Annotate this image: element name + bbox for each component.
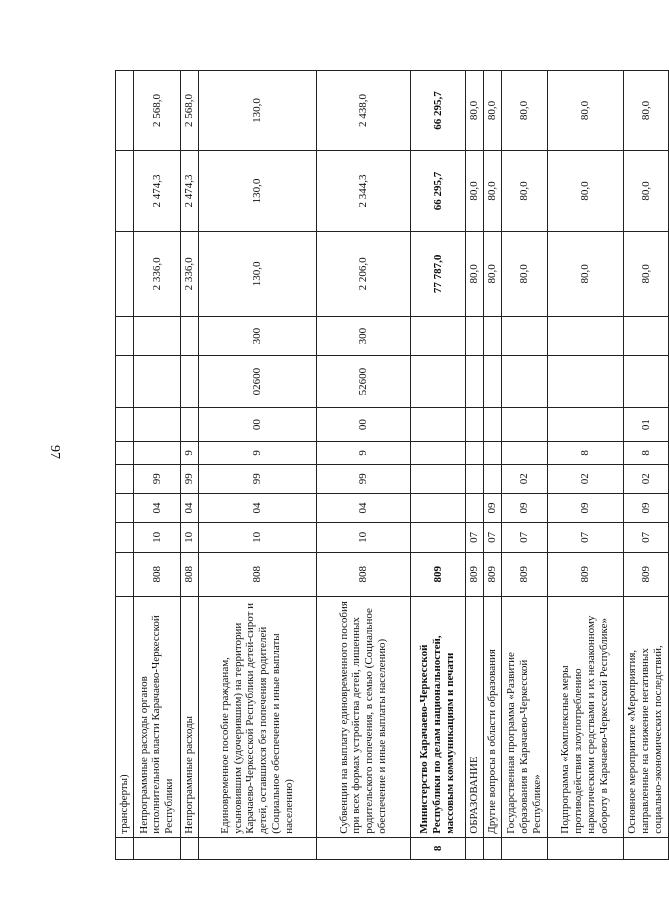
cell-v1: 80,0 [483,231,501,316]
cell-v1: 80,0 [547,231,623,316]
cell-c4: 99 [316,464,410,493]
cell-c1: 808 [180,552,198,597]
row-name-cell: Непрограммные расходы органов исполнительной власти Карачаево-Черкесской Республики [133,597,180,838]
cell-c2 [410,523,465,552]
cell-c8 [623,316,668,355]
cell-v3 [116,71,134,151]
cell-c2: 10 [198,523,316,552]
cell-c6 [133,407,180,441]
cell-c3: 04 [198,493,316,522]
cell-c4: 02 [547,464,623,493]
table-row [623,71,668,860]
cell-c8: 300 [316,316,410,355]
cell-c4: 99 [180,464,198,493]
cell-c8 [483,316,501,355]
table-row [483,71,501,860]
cell-v1: 80,0 [501,231,547,316]
cell-c4: 02 [623,464,668,493]
cell-v2 [116,150,134,231]
cell-c1: 809 [465,552,483,597]
cell-c3: 09 [501,493,547,522]
cell-c4 [483,464,501,493]
cell-c2: 10 [180,523,198,552]
cell-v2: 80,0 [483,150,501,231]
table-row [133,71,180,860]
row-name-cell: Подпрограмма «Комплексные меры противодействия злоупотреблению наркотическими средствами и их незаконному обороту в Карачаево-Черкесской Республике» [547,597,623,838]
row-name-cell: трансферты) [116,597,134,838]
cell-c4: 99 [198,464,316,493]
cell-c7: 52600 [316,356,410,408]
cell-c6: 00 [198,407,316,441]
cell-num [316,837,410,859]
table-row [316,71,410,860]
cell-c3 [116,493,134,522]
cell-c5 [133,442,180,464]
cell-c6 [501,407,547,441]
table-row [180,71,198,860]
cell-v3: 130,0 [198,71,316,151]
cell-c1: 808 [133,552,180,597]
row-name-cell: Субвенции на выплату единовременного пособия при всех формах устройства детей, лишенных родительского попечения, в семью (Социальное обеспечение и иные выплаты населению) [316,597,410,838]
cell-c3: 04 [180,493,198,522]
cell-num [623,837,668,859]
cell-v2: 80,0 [501,150,547,231]
table-body [116,71,669,860]
cell-num [116,837,134,859]
cell-c1: 809 [547,552,623,597]
cell-c2 [116,523,134,552]
cell-c5 [410,442,465,464]
cell-c6: 00 [316,407,410,441]
row-name-cell: Министерство Карачаево-Черкесской Республики по делам национальностей, массовым коммуникациям и печати [410,597,465,838]
cell-v2: 66 295,7 [410,150,465,231]
cell-v2: 80,0 [623,150,668,231]
cell-c1 [116,552,134,597]
cell-v3: 80,0 [547,71,623,151]
cell-c5: 9 [180,442,198,464]
cell-c6 [180,407,198,441]
row-name-cell: ОБРАЗОВАНИЕ [465,597,483,838]
cell-c1: 809 [483,552,501,597]
cell-c8 [501,316,547,355]
table-row [410,71,465,860]
cell-c1: 809 [623,552,668,597]
cell-c3: 04 [133,493,180,522]
budget-table-wrapper [115,70,665,860]
cell-c8 [410,316,465,355]
cell-c3: 09 [547,493,623,522]
cell-num: 8 [410,837,465,859]
row-name-cell: Единовременное пособие гражданам, усыновившим (удочерившим) на территории Карачаево-Черкесской Республики детей-сирот и детей, оставшихся без попечения родителей (Социальное обеспечение и иные выплаты населению) [198,597,316,838]
cell-c2: 07 [465,523,483,552]
table-row [198,71,316,860]
cell-v2: 2 474,3 [133,150,180,231]
cell-v3: 80,0 [501,71,547,151]
row-name-cell: Основное мероприятие «Мероприятия, направленные на снижение негативных социально-экономических последствий, [623,597,668,838]
cell-v1: 2 336,0 [133,231,180,316]
budget-table [115,70,669,860]
table-row [547,71,623,860]
cell-c4 [116,464,134,493]
cell-c1: 808 [198,552,316,597]
cell-c8 [116,316,134,355]
cell-v1: 80,0 [465,231,483,316]
cell-v1: 80,0 [623,231,668,316]
cell-c4 [410,464,465,493]
cell-v3: 80,0 [483,71,501,151]
cell-c8 [180,316,198,355]
row-name-cell: Непрограммные расходы [180,597,198,838]
cell-c6 [410,407,465,441]
table-row [116,71,134,860]
cell-v2: 2 474,3 [180,150,198,231]
cell-v3: 2 438,0 [316,71,410,151]
cell-c7 [116,356,134,408]
cell-c7 [465,356,483,408]
cell-c7: 02600 [198,356,316,408]
cell-c4: 99 [133,464,180,493]
cell-v2: 2 344,3 [316,150,410,231]
cell-c7 [180,356,198,408]
cell-c5 [465,442,483,464]
cell-v1: 2 336,0 [180,231,198,316]
cell-c2: 07 [623,523,668,552]
cell-v2: 80,0 [465,150,483,231]
cell-v3: 80,0 [623,71,668,151]
cell-c5 [116,442,134,464]
cell-c3 [410,493,465,522]
cell-num [501,837,547,859]
cell-c1: 808 [316,552,410,597]
cell-c1: 809 [410,552,465,597]
cell-v3: 2 568,0 [180,71,198,151]
page-number: 97 [47,445,62,459]
cell-c8 [465,316,483,355]
cell-c7 [483,356,501,408]
cell-c2: 10 [133,523,180,552]
cell-c7 [133,356,180,408]
cell-c7 [547,356,623,408]
cell-c6 [116,407,134,441]
cell-c7 [410,356,465,408]
cell-c7 [501,356,547,408]
cell-v3: 80,0 [465,71,483,151]
cell-v2: 80,0 [547,150,623,231]
cell-c3: 09 [623,493,668,522]
cell-c5 [501,442,547,464]
cell-c6 [465,407,483,441]
row-name-cell: Государственная программа «Развитие образования в Карачаево-Черкесской Республике» [501,597,547,838]
cell-num [547,837,623,859]
cell-c5: 8 [547,442,623,464]
cell-c3 [465,493,483,522]
cell-c4 [465,464,483,493]
cell-v1 [116,231,134,316]
cell-c2: 07 [483,523,501,552]
cell-c5: 8 [623,442,668,464]
cell-c3: 04 [316,493,410,522]
cell-c1: 809 [501,552,547,597]
cell-v1: 77 787,0 [410,231,465,316]
cell-c2: 10 [316,523,410,552]
cell-c5 [483,442,501,464]
cell-v2: 130,0 [198,150,316,231]
cell-v3: 2 568,0 [133,71,180,151]
cell-c2: 07 [501,523,547,552]
cell-c8 [547,316,623,355]
cell-c4: 02 [501,464,547,493]
table-row [501,71,547,860]
cell-c6 [483,407,501,441]
cell-num [483,837,501,859]
cell-c2: 07 [547,523,623,552]
cell-c6: 01 [623,407,668,441]
cell-c3: 09 [483,493,501,522]
cell-c5: 9 [198,442,316,464]
cell-c7 [623,356,668,408]
cell-v1: 2 206,0 [316,231,410,316]
cell-v3: 66 295,7 [410,71,465,151]
row-name-cell: Другие вопросы в области образования [483,597,501,838]
cell-c6 [547,407,623,441]
cell-num [465,837,483,859]
cell-c8: 300 [198,316,316,355]
cell-num [133,837,180,859]
cell-c5: 9 [316,442,410,464]
cell-c8 [133,316,180,355]
cell-num [180,837,198,859]
cell-v1: 130,0 [198,231,316,316]
table-row [465,71,483,860]
cell-num [198,837,316,859]
